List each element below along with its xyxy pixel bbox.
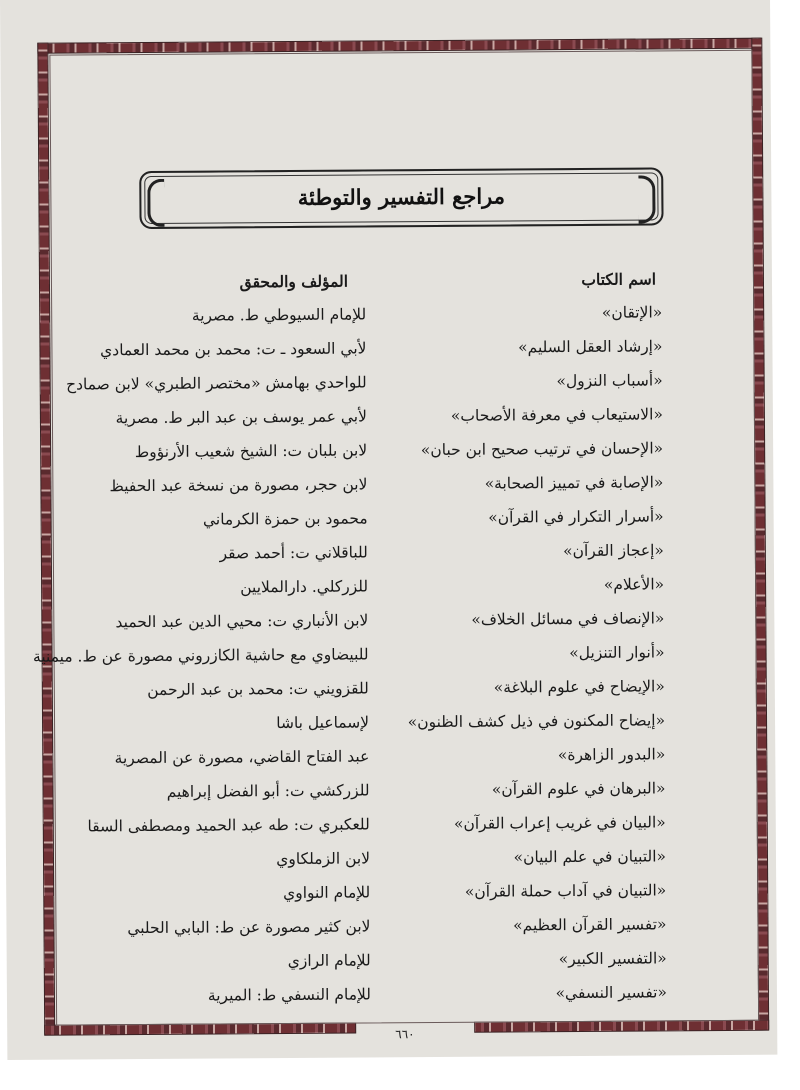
author-editor: للإمام الرازي	[287, 951, 371, 971]
book-title: «الإنصاف في مسائل الخلاف»	[471, 609, 665, 629]
reference-row	[106, 907, 666, 945]
author-editor: للإمام النسفي ط: الميرية	[207, 985, 372, 1005]
author-editor: محمود بن حمزة الكرماني	[202, 509, 368, 529]
book-title: «إيضاح المكنون في ذيل كشف الظنون»	[407, 711, 666, 732]
reference-row	[103, 397, 663, 435]
reference-row	[106, 873, 666, 911]
author-editor: للإمام النواوي	[283, 883, 371, 903]
author-editor: للزركشي ت: أبو الفضل إبراهيم	[166, 781, 370, 801]
reference-row	[102, 329, 662, 367]
book-title: «أسرار التكرار في القرآن»	[488, 507, 664, 527]
book-title: «الأعلام»	[603, 575, 665, 594]
author-editor: لابن كثير مصورة عن ط: البابي الحلبي	[127, 917, 371, 938]
author-editor: للزركلي. دارالملايين	[240, 577, 369, 597]
reference-row	[32, 635, 665, 673]
book-title: «الإصابة في تمييز الصحابة»	[484, 473, 664, 493]
author-editor: لأبي عمر يوسف بن عبد البر ط. مصرية	[115, 407, 367, 428]
book-title: «الإيضاح في علوم البلاغة»	[493, 677, 665, 697]
author-editor: لابن الزملكاوي	[276, 849, 371, 869]
title-box	[139, 167, 663, 229]
book-title: «إرشاد العقل السليم»	[518, 337, 663, 357]
author-editor: لابن حجر، مصورة من نسخة عبد الحفيظ	[109, 475, 368, 496]
references-list	[32, 261, 668, 1013]
book-title: «الاستيعاب في معرفة الأصحاب»	[450, 405, 663, 425]
page-title: مراجع التفسير والتوطئة	[297, 183, 506, 210]
reference-row	[104, 499, 664, 537]
reference-row	[105, 737, 665, 775]
reference-row	[104, 601, 664, 639]
reference-row	[103, 465, 663, 503]
header-book-name: اسم الكتاب	[581, 268, 657, 289]
book-title: «التبيان في آداب حملة القرآن»	[464, 881, 667, 901]
book-title: «البرهان في علوم القرآن»	[491, 779, 666, 799]
author-editor: لأبي السعود ـ ت: محمد بن محمد العمادي	[100, 339, 367, 360]
book-title: «أسباب النزول»	[556, 371, 663, 391]
reference-row	[65, 363, 663, 401]
book-title: «التفسير الكبير»	[558, 949, 667, 969]
reference-row	[106, 839, 666, 877]
book-title: «تفسير القرآن العظيم»	[513, 915, 667, 935]
author-editor: عبد الفتاح القاضي، مصورة عن المصرية	[114, 747, 370, 768]
reference-row	[102, 295, 662, 333]
reference-row	[87, 805, 666, 843]
reference-row	[105, 669, 665, 707]
page-number: ٦٦٠	[395, 1027, 415, 1042]
list-header	[102, 261, 662, 299]
author-editor: للبيضاوي مع حاشية الكازروني مصورة عن ط. ميمنية	[32, 645, 369, 666]
book-title: «إعجاز القرآن»	[563, 541, 664, 561]
author-editor: للإمام السيوطي ط. مصرية	[191, 305, 367, 325]
book-title: «الإتقان»	[601, 303, 663, 322]
author-editor: للواحدي بهامش «مختصر الطبري» لابن صمادح	[65, 373, 367, 394]
author-editor: لإسماعيل باشا	[276, 713, 370, 733]
book-title: «البدور الزاهرة»	[557, 745, 666, 765]
author-editor: للقزويني ت: محمد بن عبد الرحمن	[147, 679, 369, 699]
book-title: «تفسير النسفي»	[555, 983, 668, 1003]
author-editor: للباقلاني ت: أحمد صقر	[219, 543, 368, 563]
reference-row	[104, 567, 664, 605]
reference-row	[107, 975, 667, 1013]
author-editor: للعكبري ت: طه عبد الحميد ومصطفى السقا	[87, 815, 370, 836]
reference-row	[105, 703, 665, 741]
author-editor: لابن بلبان ت: الشيخ شعيب الأرنؤوط	[134, 441, 368, 462]
book-title: «التبيان في علم البيان»	[513, 847, 667, 867]
author-editor: لابن الأنباري ت: محيي الدين عبد الحميد	[115, 611, 369, 632]
reference-row	[107, 941, 667, 979]
reference-row	[103, 431, 663, 469]
reference-row	[104, 533, 664, 571]
book-title: «أنوار التنزيل»	[569, 643, 665, 663]
reference-row	[105, 771, 665, 809]
book-title: «الإحسان في ترتيب صحيح ابن حبان»	[420, 439, 664, 460]
header-author: المؤلف والمحقق	[239, 271, 349, 291]
book-title: «البيان في غريب إعراب القرآن»	[453, 813, 666, 833]
